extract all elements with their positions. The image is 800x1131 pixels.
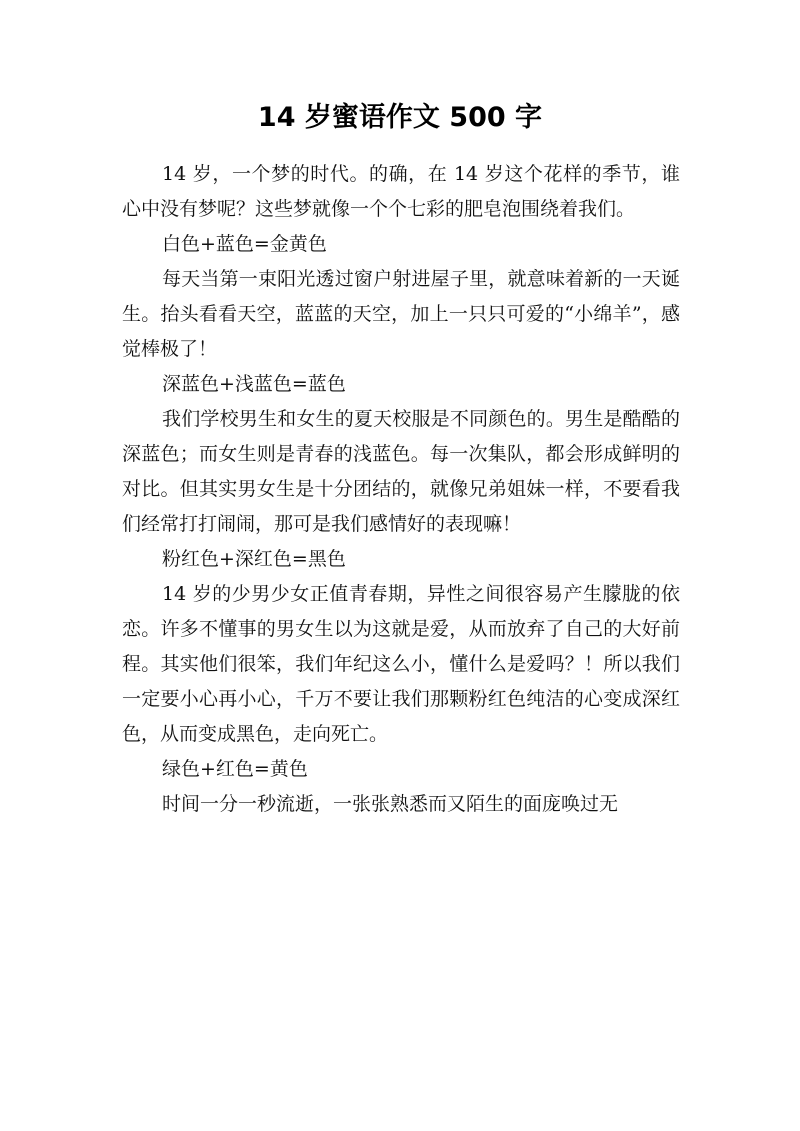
paragraph: 每天当第一束阳光透过窗户射进屋子里，就意味着新的一天诞生。抬头看看天空，蓝蓝的天空，加上一只只可爱的“小绵羊”，感觉棒极了！ [122,268,680,360]
paragraph: 时间一分一秒流逝，一张张熟悉而又陌生的面庞唤过无 [162,793,619,815]
section-heading: 白色+蓝色=金黄色 [162,233,327,255]
paragraph: 我们学校男生和女生的夏天校服是不同颜色的。男生是酷酷的深蓝色；而女生则是青春的浅蓝色。每一次集队，都会形成鲜明的对比。但其实男女生是十分团结的，就像兄弟姐妹一样，不要看我们经常打打闹闹，那可是我们感情好的表现嘛！ [122,408,680,535]
section-heading: 深蓝色+浅蓝色=蓝色 [162,373,346,395]
document-title: 14 岁蜜语作文 500 字 [257,102,543,133]
section-heading: 绿色+红色=黄色 [162,758,308,780]
paragraph: 14 岁的少男少女正值青春期，异性之间很容易产生朦胧的依恋。许多不懂事的男女生以为这就是爱，从而放弃了自己的大好前程。其实他们很笨，我们年纪这么小，懂什么是爱吗？！所以我们一定要小心再小心，千万不要让我们那颗粉红色纯洁的心变成深红色，从而变成黑色，走向死亡。 [122,583,680,745]
section-heading: 粉红色+深红色=黑色 [162,548,346,570]
paragraph: 14 岁，一个梦的时代。的确，在 14 岁这个花样的季节，谁心中没有梦呢？这些梦就像一个个七彩的肥皂泡围绕着我们。 [122,163,680,220]
document-body [122,157,680,822]
